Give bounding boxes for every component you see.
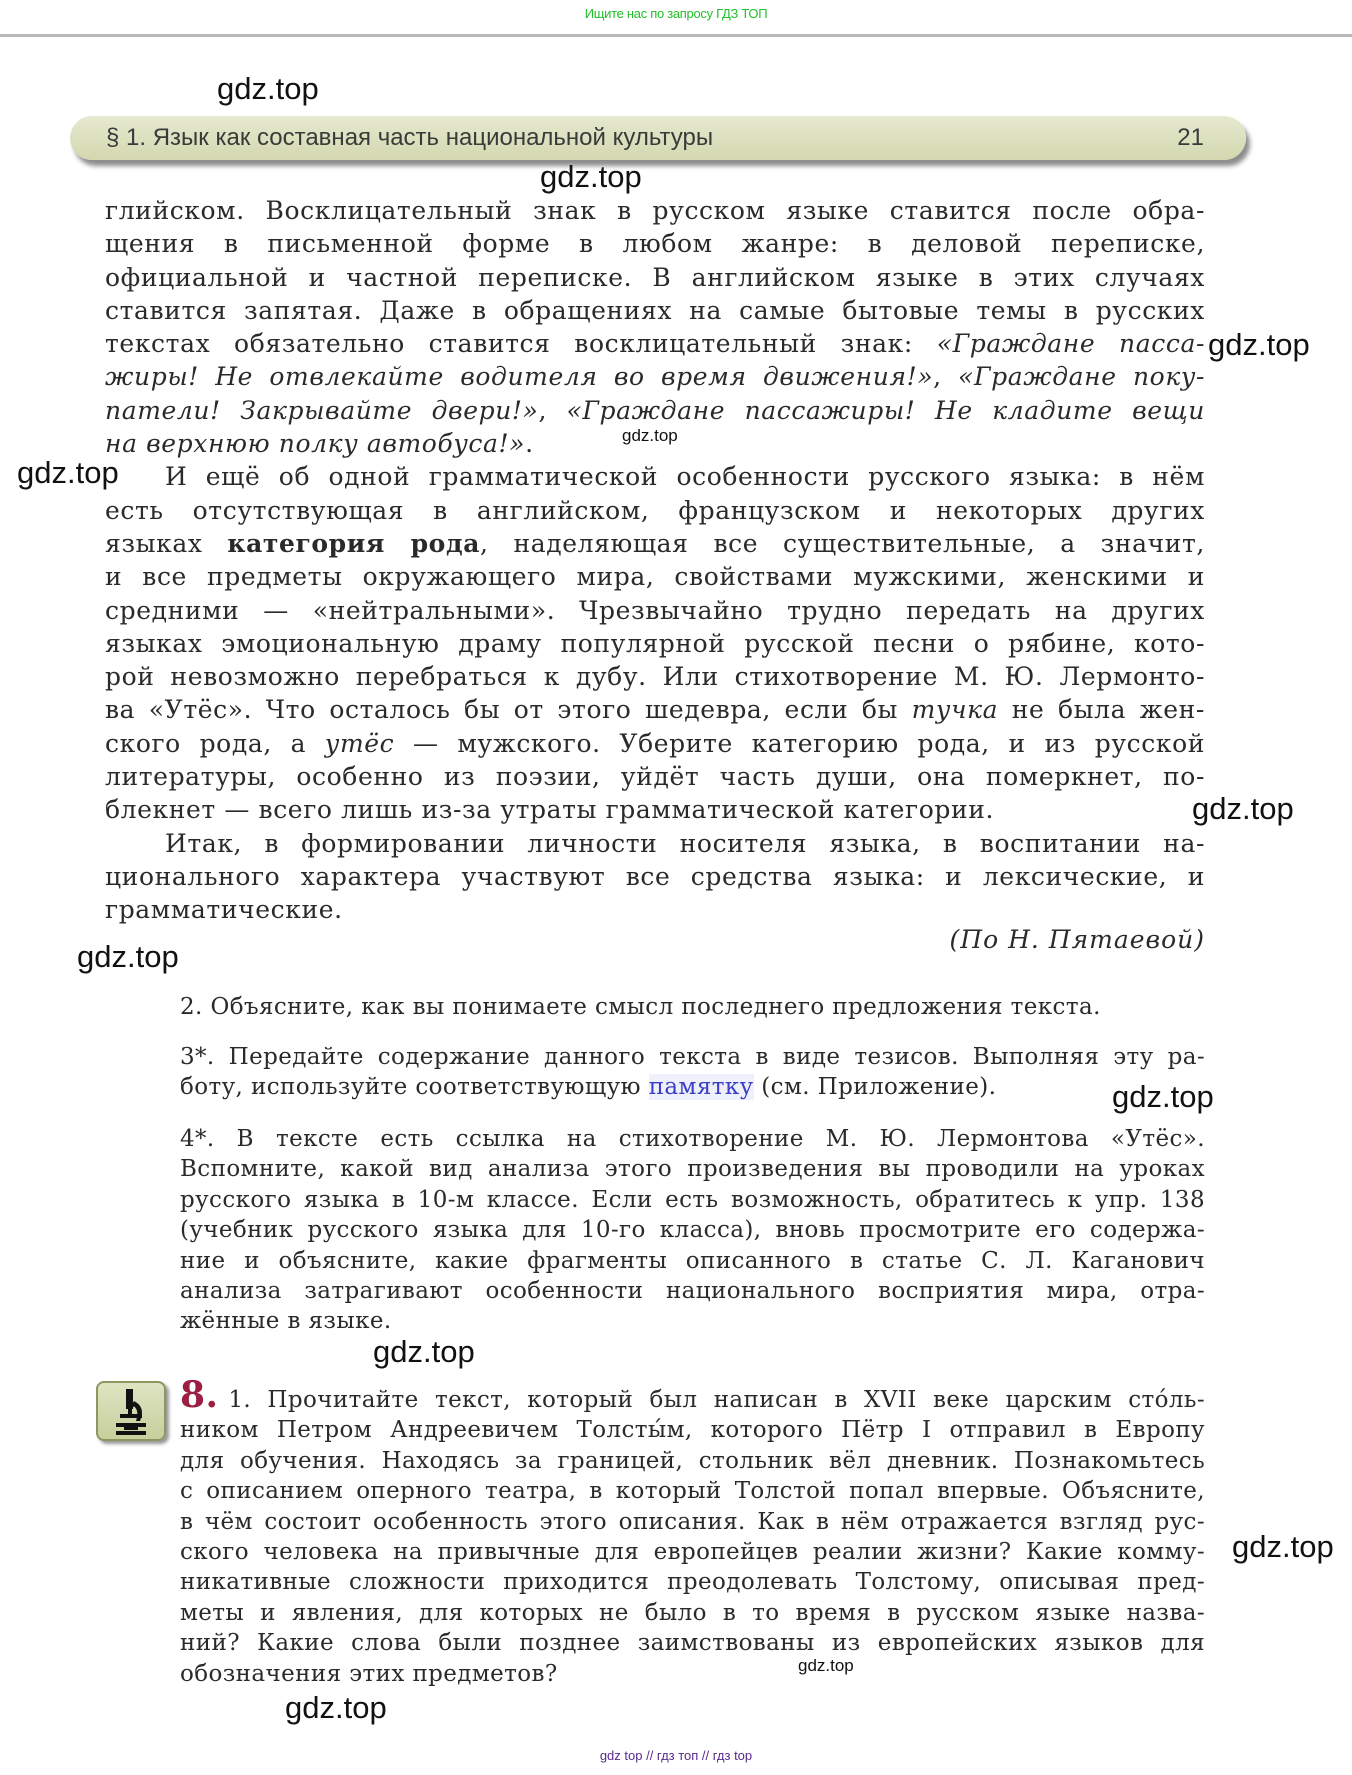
text-line — [105, 560, 1205, 593]
top-banner — [0, 0, 1352, 37]
text-segment: ником Петром Андреевичем Толсты́м, которого Пётр I отправил в Европу — [180, 1417, 1205, 1444]
text-segment: ского человека на привычные для европейцев реалии жизни? Какие комму- — [180, 1539, 1205, 1566]
text-segment: Вспомните, какой вид анализа этого произведения вы проводили на уроках — [180, 1156, 1205, 1183]
text-segment: языках — [105, 528, 228, 558]
text-line — [105, 693, 1205, 726]
text-line — [180, 1276, 1205, 1306]
text-line — [180, 1446, 1205, 1476]
text-line — [105, 261, 1205, 294]
text-segment: тучка — [911, 695, 999, 725]
text-segment: на верхнюю полку автобуса!» — [105, 429, 526, 459]
page-number: 21 — [1177, 124, 1204, 151]
text-line — [180, 1306, 1205, 1336]
text-segment: «Граждане пасса- — [936, 329, 1205, 359]
text-segment: с описанием оперного театра, в который Толстой попал впервые. Объясните, — [180, 1478, 1205, 1505]
text-line — [180, 1124, 1205, 1154]
text-segment: 2. Объясните, как вы понимаете смысл последнего предложения текста. — [180, 994, 1101, 1020]
text-line — [105, 860, 1205, 893]
watermark: gdz.top — [285, 1690, 387, 1725]
exercise-8 — [180, 1374, 1205, 1689]
microscope-icon — [96, 1381, 166, 1441]
text-line — [180, 1476, 1205, 1506]
text-line — [105, 494, 1205, 527]
watermark: gdz.top — [798, 1656, 854, 1675]
section-title: § 1. Язык как составная часть национальной культуры — [106, 124, 714, 151]
text-line — [180, 1072, 1205, 1102]
text-segment: литературы, особенно из поэзии, уйдёт часть души, она померкнет, по- — [105, 762, 1205, 792]
text-segment: меты и явления, для которых не было в то время в русском языке назва- — [180, 1599, 1205, 1626]
text-segment: «Граждане пассажиры! Не кладите вещи — [566, 395, 1205, 425]
text-segment: анализа затрагивают особенности национального восприятия мира, отра- — [180, 1278, 1205, 1305]
memo-link[interactable]: памятку — [648, 1074, 754, 1101]
watermark: gdz.top — [1112, 1079, 1214, 1114]
text-segment: средними — «нейтральными». Чрезвычайно трудно передать на других — [105, 595, 1205, 625]
text-line — [180, 1628, 1205, 1658]
text-segment: утёс — [324, 728, 395, 758]
text-line — [180, 1246, 1205, 1276]
text-line — [180, 1042, 1205, 1072]
text-segment: И ещё об одной грамматической особенности русского языка: в нём — [165, 462, 1205, 492]
text-line — [105, 460, 1205, 493]
text-segment: текстах обязательно ставится восклицательный знак: — [105, 329, 937, 359]
exercise-3 — [180, 1042, 1205, 1103]
text-segment: грамматические. — [105, 895, 343, 925]
watermark: gdz.top — [540, 159, 642, 194]
text-line — [105, 360, 1205, 393]
text-segment: есть отсутствующая в английском, французском и некоторых других — [105, 495, 1205, 525]
text-line — [180, 1374, 1205, 1416]
text-line — [180, 1154, 1205, 1184]
text-segment: (учебник русского языка для 10-го класса), вновь просмотрите его содержа- — [180, 1217, 1205, 1244]
text-segment: никативные сложности приходится преодолевать Толстому, описывая пред- — [180, 1569, 1205, 1596]
text-line — [180, 1215, 1205, 1245]
text-line — [105, 594, 1205, 627]
section-header — [70, 116, 1246, 160]
text-segment: ского рода, а — [105, 728, 325, 758]
watermark: gdz.top — [1232, 1529, 1334, 1564]
main-text — [105, 194, 1205, 927]
text-segment: . — [525, 429, 534, 459]
text-line — [180, 1567, 1205, 1597]
exercise-4 — [180, 1124, 1205, 1337]
text-segment: 4*. В тексте есть ссылка на стихотворение М. Ю. Лермонтова «Утёс». — [180, 1126, 1205, 1152]
text-line — [180, 1659, 1205, 1689]
text-line — [105, 294, 1205, 327]
text-segment: в чём состоит особенность этого описания. Как в нём отражается взгляд рус- — [180, 1508, 1205, 1535]
text-line — [105, 627, 1205, 660]
watermark: gdz.top — [1208, 327, 1310, 362]
text-segment: ва «Утёс». Что осталось бы от этого шедевра, если бы — [105, 695, 912, 725]
text-segment: «Граждане поку- — [958, 362, 1206, 392]
text-segment: , наделяющая все существительные, а значит, — [480, 528, 1205, 558]
text-segment: ставится запятая. Даже в обращениях на самые бытовые темы в русских — [105, 295, 1205, 325]
watermark: gdz.top — [77, 939, 179, 974]
text-segment: для обучения. Находясь за границей, стольник вёл дневник. Познакомьтесь — [180, 1447, 1205, 1474]
text-segment: категория рода — [227, 528, 481, 558]
text-segment: 1. Прочитайте текст, который был написан в XVII веке царским сто́ль- — [228, 1387, 1205, 1413]
text-line — [105, 793, 1205, 826]
text-segment: (см. Приложение). — [753, 1074, 997, 1101]
text-segment: языках эмоциональную драму популярной русской песни о рябине, кото- — [105, 628, 1205, 658]
text-line — [105, 327, 1205, 360]
text-segment: рой невозможно перебраться к дубу. Или стихотворение М. Ю. Лермонто- — [105, 662, 1205, 692]
text-line — [105, 893, 1205, 926]
text-segment: глийском. Восклицательный знак в русском языке ставится после обра- — [105, 196, 1205, 225]
text-segment: 3*. Передайте содержание данного текста в виде тезисов. Выполняя эту ра- — [180, 1044, 1205, 1070]
watermark: gdz.top — [622, 426, 678, 445]
exercise-2 — [180, 992, 1205, 1022]
attribution: (По Н. Пятаевой) — [949, 925, 1205, 954]
text-line — [105, 760, 1205, 793]
text-segment: — мужского. Уберите категорию рода, и из русской — [394, 728, 1206, 758]
text-line — [105, 194, 1205, 227]
text-segment: и все предметы окружающего мира, свойствами мужскими, женскими и — [105, 562, 1205, 592]
text-segment: боту, используйте соответствующую — [180, 1074, 649, 1101]
text-segment: обозначения этих предметов? — [180, 1660, 558, 1687]
text-segment: официальной и частной переписке. В английском языке в этих случаях — [105, 262, 1205, 292]
text-line — [105, 727, 1205, 760]
text-segment: ционального характера участвуют все средства языка: и лексические, и — [105, 861, 1205, 891]
text-line — [180, 1507, 1205, 1537]
watermark: gdz.top — [1192, 791, 1294, 826]
text-line — [105, 227, 1205, 260]
text-segment: не была жен- — [998, 695, 1205, 725]
watermark: gdz.top — [17, 455, 119, 490]
text-segment: жённые в языке. — [180, 1308, 392, 1335]
exercise-number: 8. — [180, 1374, 219, 1416]
text-segment: русского языка в 10-м классе. Если есть возможность, обратитесь к упр. 138 — [180, 1186, 1205, 1213]
text-line — [105, 660, 1205, 693]
text-line — [105, 527, 1205, 560]
text-segment: ний? Какие слова были позднее заимствованы из европейских языков для — [180, 1630, 1205, 1657]
watermark: gdz.top — [373, 1334, 475, 1369]
text-segment: патели! Закрывайте двери!» — [105, 395, 539, 425]
text-segment: Итак, в формировании личности носителя языка, в воспитании на- — [165, 828, 1205, 858]
text-line — [180, 1415, 1205, 1445]
text-line — [180, 1185, 1205, 1215]
text-segment: , — [538, 395, 567, 425]
text-segment: , — [933, 362, 959, 392]
text-segment: блекнет — всего лишь из-за утраты грамматической категории. — [105, 795, 995, 825]
banner-text: Ищите нас по запросу ГДЗ ТОП — [584, 6, 768, 21]
text-line — [180, 1537, 1205, 1567]
watermark: gdz.top — [217, 71, 319, 106]
footer-links[interactable]: gdz top // гдз топ // гдз top — [599, 1748, 753, 1763]
text-line — [180, 992, 1205, 1022]
text-segment: ние и объясните, какие фрагменты описанного в статье С. Л. Каганович — [180, 1247, 1205, 1274]
text-segment: щения в письменной форме в любом жанре: в деловой переписке, — [105, 229, 1205, 259]
text-segment: жиры! Не отвлекайте водителя во время движения!» — [105, 362, 934, 392]
text-line — [105, 394, 1205, 427]
text-line — [105, 827, 1205, 860]
text-line — [180, 1598, 1205, 1628]
